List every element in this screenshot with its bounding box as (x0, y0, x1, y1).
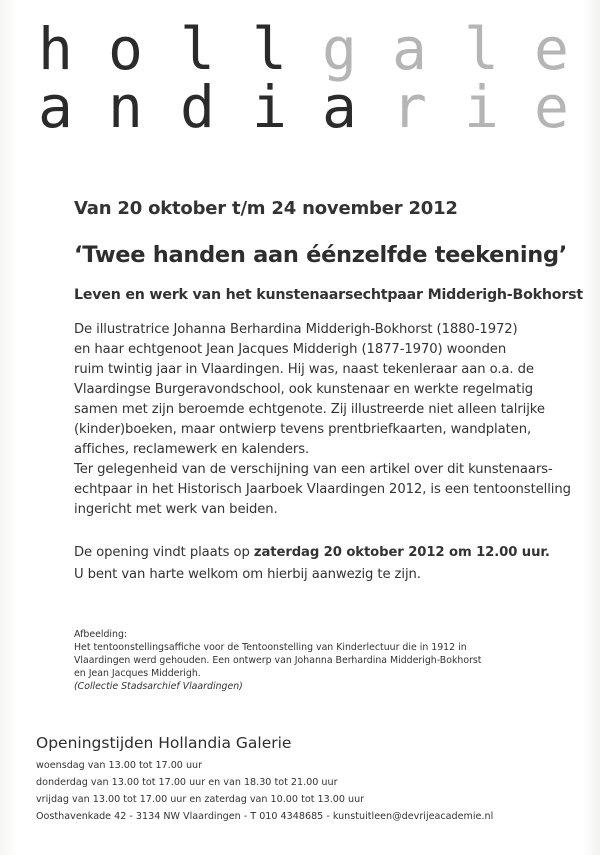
logo-letter: a (392, 15, 427, 83)
description-text (74, 320, 571, 520)
logo-letter: n (108, 73, 143, 141)
hours-line: donderdag van 13.00 tot 17.00 uur en van 18.30 tot 21.00 uur (36, 777, 338, 788)
text-line: en haar echtgenoot Jean Jacques Midderigh (1877-1970) woonden (74, 342, 507, 357)
text-line: samen met zijn beroemde echtgenote. Zij illustreerde niet alleen talrijke (74, 402, 545, 417)
hours-line: vrijdag van 13.00 tot 17.00 uur en zaterdag van 10.00 tot 13.00 uur (36, 794, 365, 805)
logo-letter: e (534, 15, 569, 83)
text-line: Ter gelegenheid van de verschijning van een artikel over dit kunstenaars- (74, 462, 553, 477)
logo-letter: l (180, 15, 215, 83)
opening-prefix: De opening vindt plaats op (74, 545, 254, 560)
opening-hours (36, 757, 493, 825)
image-caption (74, 628, 482, 693)
caption-line: en Jean Jacques Midderigh. (74, 668, 201, 679)
caption-credit: (Collectie Stadsarchief Vlaardingen) (74, 681, 243, 692)
logo-letter: a (322, 73, 357, 141)
caption-line: Vlaardingen werd gehouden. Een ontwerp van Johanna Berhardina Midderigh-Bokhorst (74, 655, 482, 666)
exhibition-title: ‘Twee handen aan éénzelfde teekening’ (74, 242, 568, 268)
logo-letter: l (252, 15, 287, 83)
text-line: (kinder)boeken, maar ontwierp tevens prentbriefkaarten, wandplaten, (74, 422, 532, 437)
caption-heading: Afbeelding: (74, 629, 128, 640)
logo-letter: o (108, 15, 143, 83)
opening-line (74, 542, 550, 564)
text-line: ruim twintig jaar in Vlaardingen. Hij was, naast tekenleraar aan o.a. de (74, 362, 534, 377)
welcome-line: U bent van harte welkom om hierbij aanwezig te zijn. (74, 567, 421, 582)
contact-line: Oosthavenkade 42 - 3134 NW Vlaardingen - T 010 4348685 - kunstuitleen@devrijeacademie.nl (36, 811, 494, 822)
logo-letter: r (392, 73, 427, 141)
text-line: affiches, reclamewerk en kalenders. (74, 442, 310, 457)
logo-letter: g (322, 15, 357, 83)
opening-announcement (74, 542, 550, 586)
logo-letter: l (464, 15, 499, 83)
logo-letter: a (38, 73, 73, 141)
text-line: ingericht met werk van beiden. (74, 502, 278, 517)
logo-letter: i (464, 73, 499, 141)
hours-line: woensdag van 13.00 tot 17.00 uur (36, 760, 203, 771)
text-line: echtpaar in het Historisch Jaarboek Vlaardingen 2012, is een tentoonstelling (74, 482, 571, 497)
caption-line: Het tentoonstellingsaffiche voor de Tentoonstelling van Kinderlectuur die in 1912 in (74, 642, 467, 653)
hollandia-galerie-logo (0, 0, 600, 140)
opening-datetime: zaterdag 20 oktober 2012 om 12.00 uur. (253, 545, 550, 560)
logo-letter: i (252, 73, 287, 141)
text-line: De illustratrice Johanna Berhardina Midderigh-Bokhorst (1880-1972) (74, 322, 518, 337)
logo-letter: d (180, 73, 215, 141)
logo-letter: h (38, 15, 73, 83)
opening-hours-title: Openingstijden Hollandia Galerie (36, 734, 292, 752)
exhibition-subtitle: Leven en werk van het kunstenaarsechtpaar Midderigh-Bokhorst (74, 287, 583, 303)
logo-letter: e (534, 73, 569, 141)
text-line: Vlaardingse Burgeravondschool, ook kunstenaar en werkte regelmatig (74, 382, 534, 397)
exhibition-dates: Van 20 oktober t/m 24 november 2012 (74, 198, 458, 219)
